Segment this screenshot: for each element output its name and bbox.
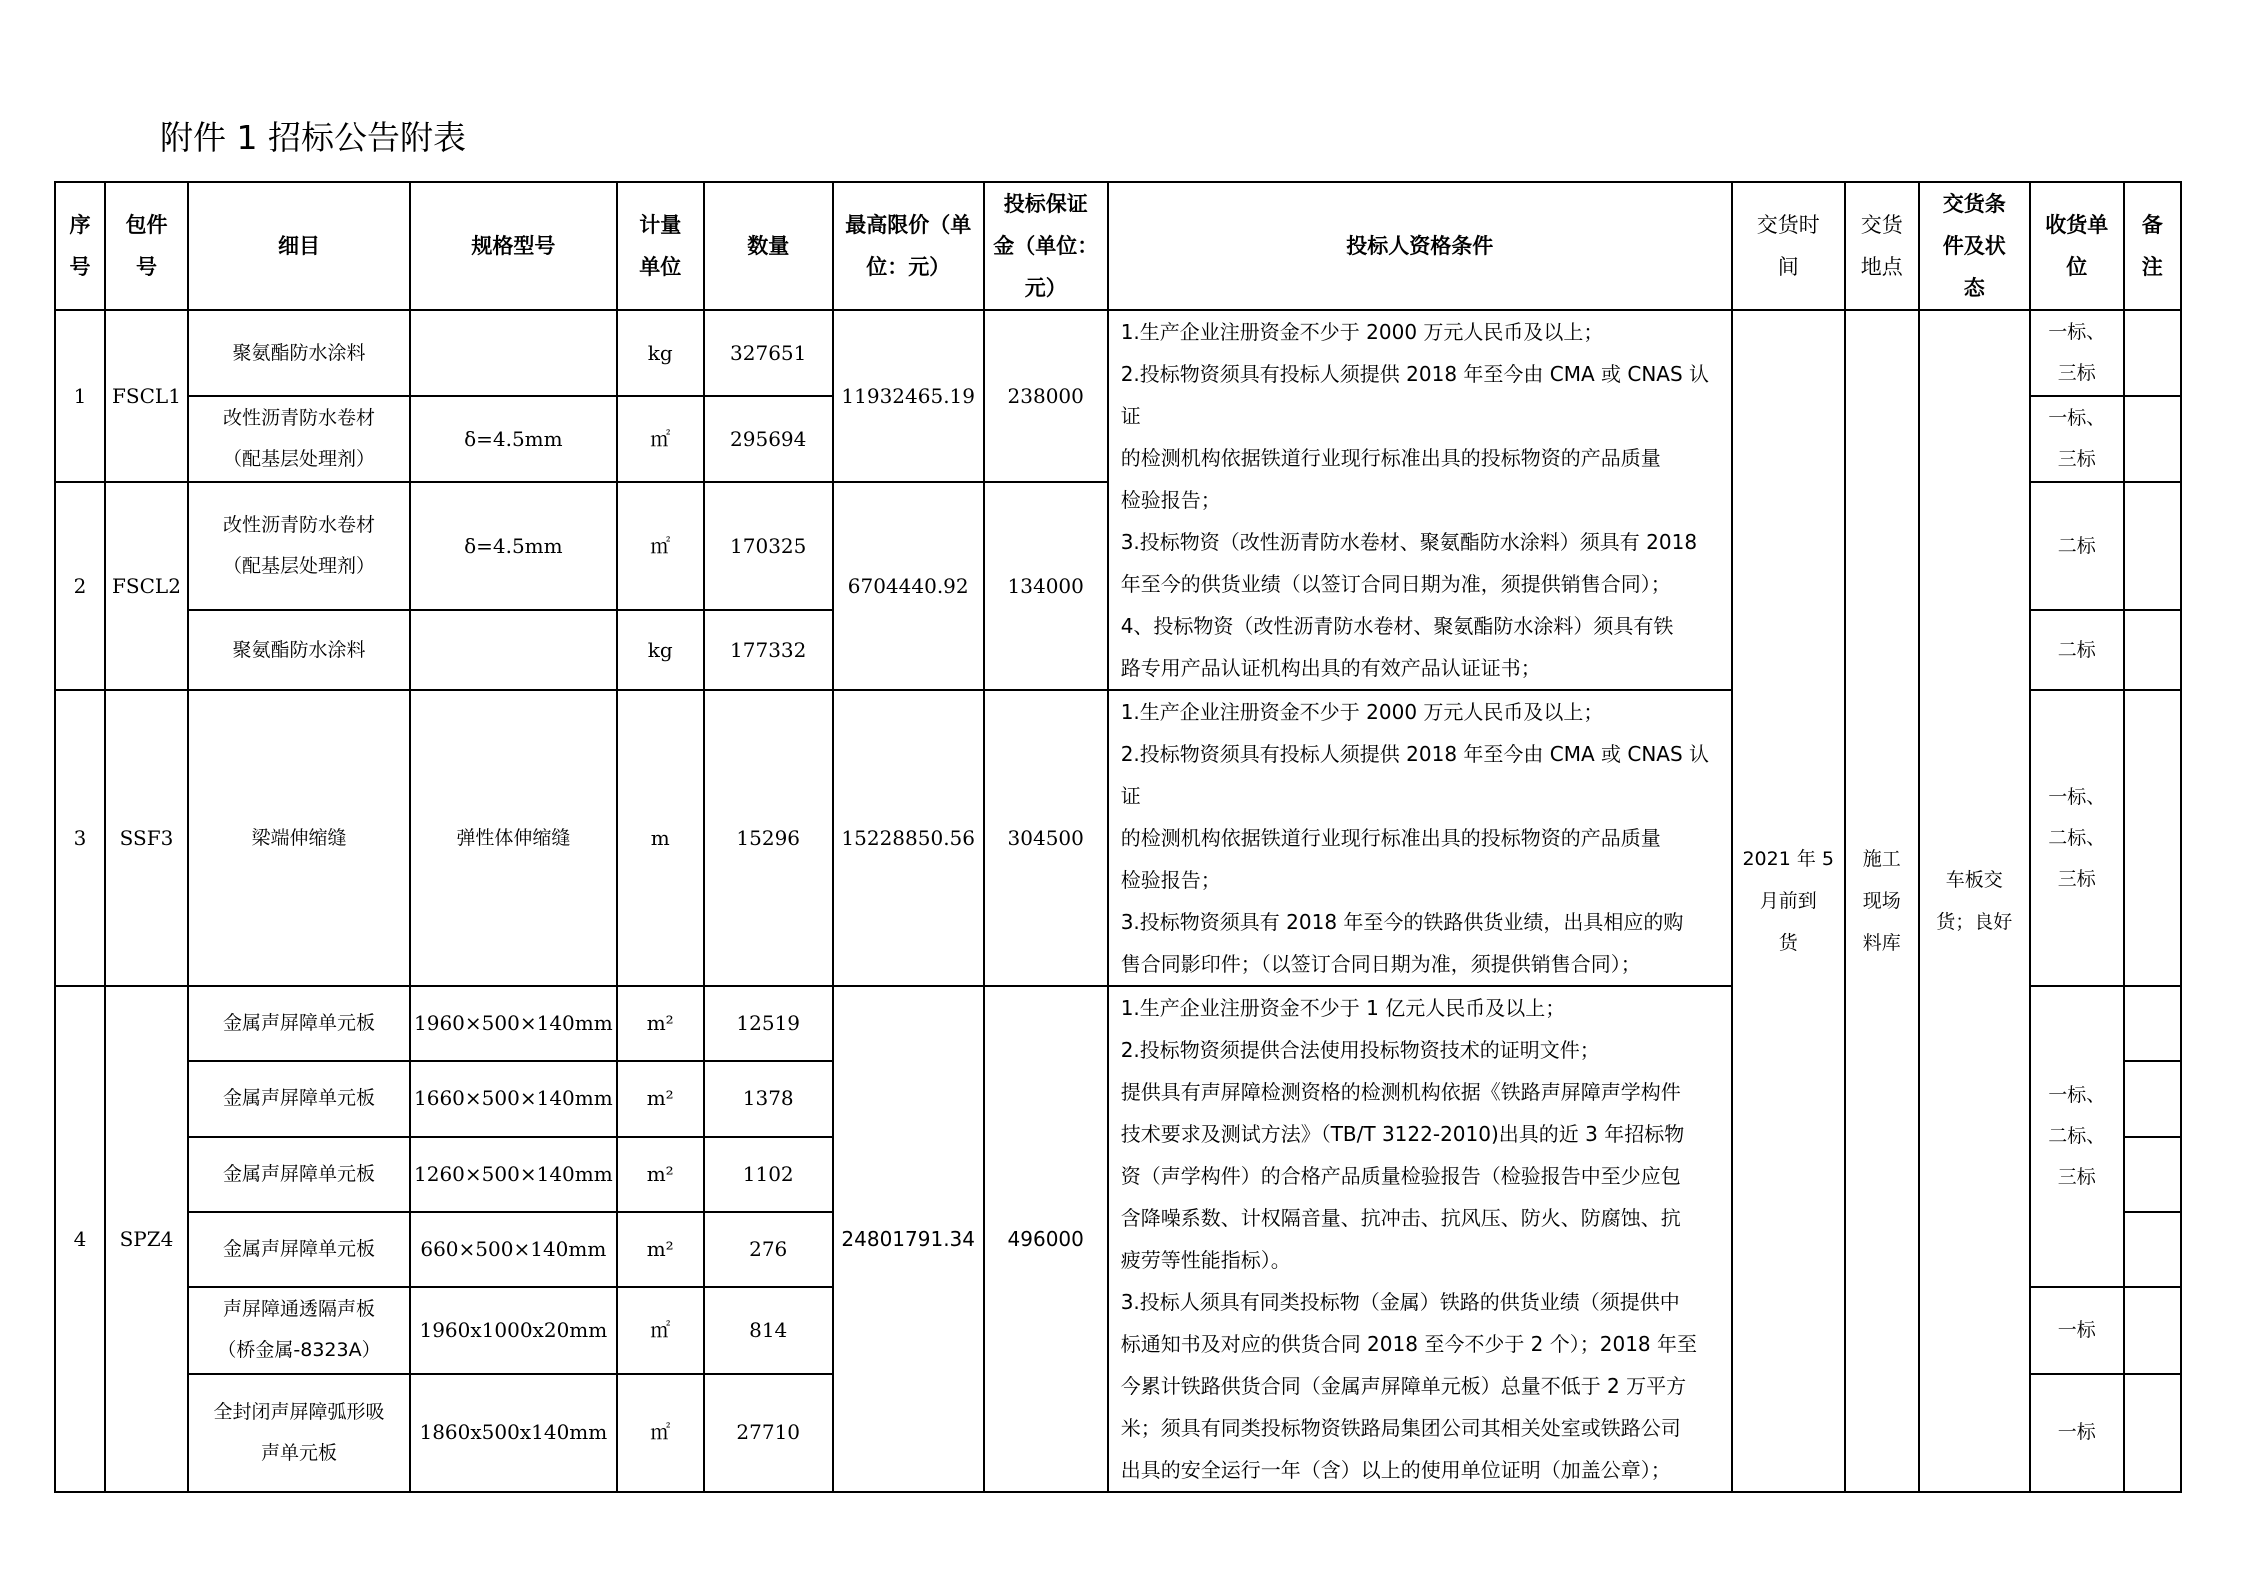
package-cell: SSF3 (105, 690, 188, 986)
unit-cell: m² (617, 1137, 704, 1212)
note-cell (2124, 610, 2181, 690)
item-cell: 全封闭声屏障弧形吸 声单元板 (188, 1374, 410, 1492)
item-cell: 改性沥青防水卷材 （配基层处理剂） (188, 396, 410, 482)
spec-cell (410, 310, 617, 396)
spec-cell: 1660×500×140mm (410, 1061, 617, 1136)
delivery-time-cell: 2021 年 5 月前到 货 (1732, 310, 1845, 1492)
quantity-cell: 1102 (704, 1137, 833, 1212)
quantity-cell: 327651 (704, 310, 833, 396)
deposit-cell: 496000 (984, 986, 1108, 1492)
receiver-cell: 二标 (2030, 610, 2124, 690)
note-cell (2124, 1287, 2181, 1373)
max-price-cell: 15228850.56 (833, 690, 984, 986)
item-cell: 金属声屏障单元板 (188, 1137, 410, 1212)
max-price-cell: 11932465.19 (833, 310, 984, 482)
max-price-cell: 6704440.92 (833, 482, 984, 690)
quantity-cell: 814 (704, 1287, 833, 1373)
document-title: 附件 1 招标公告附表 (160, 118, 466, 157)
header-quantity: 数量 (704, 182, 833, 310)
seq-cell: 4 (55, 986, 105, 1492)
spec-cell: 660×500×140mm (410, 1212, 617, 1287)
unit-cell: ㎡ (617, 1374, 704, 1492)
note-cell (2124, 986, 2181, 1061)
receiver-cell: 一标、 三标 (2030, 310, 2124, 396)
header-delivery-place: 交货 地点 (1845, 182, 1919, 310)
spec-cell: 1960x1000x20mm (410, 1287, 617, 1373)
item-cell: 金属声屏障单元板 (188, 1212, 410, 1287)
unit-cell: m (617, 690, 704, 986)
item-cell: 梁端伸缩缝 (188, 690, 410, 986)
max-price-cell: 24801791.34 (833, 986, 984, 1492)
receiver-cell: 一标、 二标、 三标 (2030, 986, 2124, 1287)
header-delivery-condition: 交货条 件及状 态 (1919, 182, 2030, 310)
quantity-cell: 15296 (704, 690, 833, 986)
receiver-cell: 二标 (2030, 482, 2124, 610)
qualification-cell: 1.生产企业注册资金不少于 1 亿元人民币及以上； 2.投标物资须提供合法使用投标物资技术的证明文件； 提供具有声屏障检测资格的检测机构依据《铁路声屏障声学构件 技术要求及测试方法》（TB/T 3122-2010)出具的近 3 年招标物 资（声学构件）的合格产品质量检验报告（检验报告中至少应包 含降噪系数、计权隔音量、抗冲击、抗风压、防火、防腐蚀、抗 疲劳等性能指标）。 3.投标人须具有同类投标物（金属）铁路的供货业绩（须提供中 标通知书及对应的供货合同 2018 至今不少于 2 个）；2018 年至 今累计铁路供货合同（金属声屏障单元板）总量不低于 2 万平方 米；须具有同类投标物资铁路局集团公司其相关处室或铁路公司 出具的安全运行一年（含）以上的使用单位证明（加盖公章）； (1108, 986, 1732, 1492)
deposit-cell: 304500 (984, 690, 1108, 986)
quantity-cell: 12519 (704, 986, 833, 1061)
note-cell (2124, 310, 2181, 396)
note-cell (2124, 1212, 2181, 1287)
note-cell (2124, 690, 2181, 986)
header-receiver: 收货单 位 (2030, 182, 2124, 310)
deposit-cell: 238000 (984, 310, 1108, 482)
receiver-cell: 一标 (2030, 1287, 2124, 1373)
header-row (55, 182, 2181, 310)
note-cell (2124, 1374, 2181, 1492)
header-note: 备 注 (2124, 182, 2181, 310)
header-seq: 序 号 (55, 182, 105, 310)
unit-cell: m² (617, 1061, 704, 1136)
quantity-cell: 1378 (704, 1061, 833, 1136)
unit-cell: kg (617, 310, 704, 396)
header-spec: 规格型号 (410, 182, 617, 310)
unit-cell: m² (617, 986, 704, 1061)
seq-cell: 3 (55, 690, 105, 986)
item-cell: 聚氨酯防水涂料 (188, 610, 410, 690)
unit-cell: ㎡ (617, 1287, 704, 1373)
quantity-cell: 295694 (704, 396, 833, 482)
unit-cell: ㎡ (617, 396, 704, 482)
item-cell: 改性沥青防水卷材 （配基层处理剂） (188, 482, 410, 610)
receiver-cell: 一标 (2030, 1374, 2124, 1492)
qualification-cell: 1.生产企业注册资金不少于 2000 万元人民币及以上； 2.投标物资须具有投标人须提供 2018 年至今由 CMA 或 CNAS 认证 的检测机构依据铁道行业现行标准出具的投标物资的产品质量 检验报告； 3.投标物资（改性沥青防水卷材、聚氨酯防水涂料）须具有 2018 年至今的供货业绩（以签订合同日期为准，须提供销售合同）； 4、投标物资（改性沥青防水卷材、聚氨酯防水涂料）须具有铁 路专用产品认证机构出具的有效产品认证证书； (1108, 310, 1732, 690)
item-cell: 金属声屏障单元板 (188, 1061, 410, 1136)
spec-cell: δ=4.5mm (410, 396, 617, 482)
package-cell: FSCL2 (105, 482, 188, 690)
header-max-price: 最高限价（单 位：元） (833, 182, 984, 310)
header-item: 细目 (188, 182, 410, 310)
note-cell (2124, 396, 2181, 482)
header-package: 包件 号 (105, 182, 188, 310)
spec-cell: 1960×500×140mm (410, 986, 617, 1061)
receiver-cell: 一标、 二标、 三标 (2030, 690, 2124, 986)
quantity-cell: 27710 (704, 1374, 833, 1492)
receiver-cell: 一标、 三标 (2030, 396, 2124, 482)
unit-cell: kg (617, 610, 704, 690)
quantity-cell: 177332 (704, 610, 833, 690)
qualification-cell: 1.生产企业注册资金不少于 2000 万元人民币及以上； 2.投标物资须具有投标人须提供 2018 年至今由 CMA 或 CNAS 认证 的检测机构依据铁道行业现行标准出具的投标物资的产品质量 检验报告； 3.投标物资须具有 2018 年至今的铁路供货业绩，出具相应的购 售合同影印件；（以签订合同日期为准，须提供销售合同）； (1108, 690, 1732, 986)
spec-cell (410, 610, 617, 690)
header-unit: 计量 单位 (617, 182, 704, 310)
package-cell: FSCL1 (105, 310, 188, 482)
spec-cell: 弹性体伸缩缝 (410, 690, 617, 986)
item-cell: 金属声屏障单元板 (188, 986, 410, 1061)
header-qualification: 投标人资格条件 (1108, 182, 1732, 310)
seq-cell: 2 (55, 482, 105, 690)
header-deposit: 投标保证 金（单位： 元） (984, 182, 1108, 310)
delivery-place-cell: 施工 现场 料库 (1845, 310, 1919, 1492)
spec-cell: 1860x500x140mm (410, 1374, 617, 1492)
note-cell (2124, 1137, 2181, 1212)
deposit-cell: 134000 (984, 482, 1108, 690)
note-cell (2124, 482, 2181, 610)
spec-cell: 1260×500×140mm (410, 1137, 617, 1212)
quantity-cell: 170325 (704, 482, 833, 610)
item-cell: 声屏障通透隔声板 （桥金属-8323A） (188, 1287, 410, 1373)
spec-cell: δ=4.5mm (410, 482, 617, 610)
delivery-condition-cell: 车板交 货；良好 (1919, 310, 2030, 1492)
quantity-cell: 276 (704, 1212, 833, 1287)
unit-cell: ㎡ (617, 482, 704, 610)
note-cell (2124, 1061, 2181, 1136)
seq-cell: 1 (55, 310, 105, 482)
table-row (55, 310, 2181, 396)
package-cell: SPZ4 (105, 986, 188, 1492)
tender-table (54, 181, 2182, 1493)
header-delivery-time: 交货时 间 (1732, 182, 1845, 310)
unit-cell: m² (617, 1212, 704, 1287)
item-cell: 聚氨酯防水涂料 (188, 310, 410, 396)
